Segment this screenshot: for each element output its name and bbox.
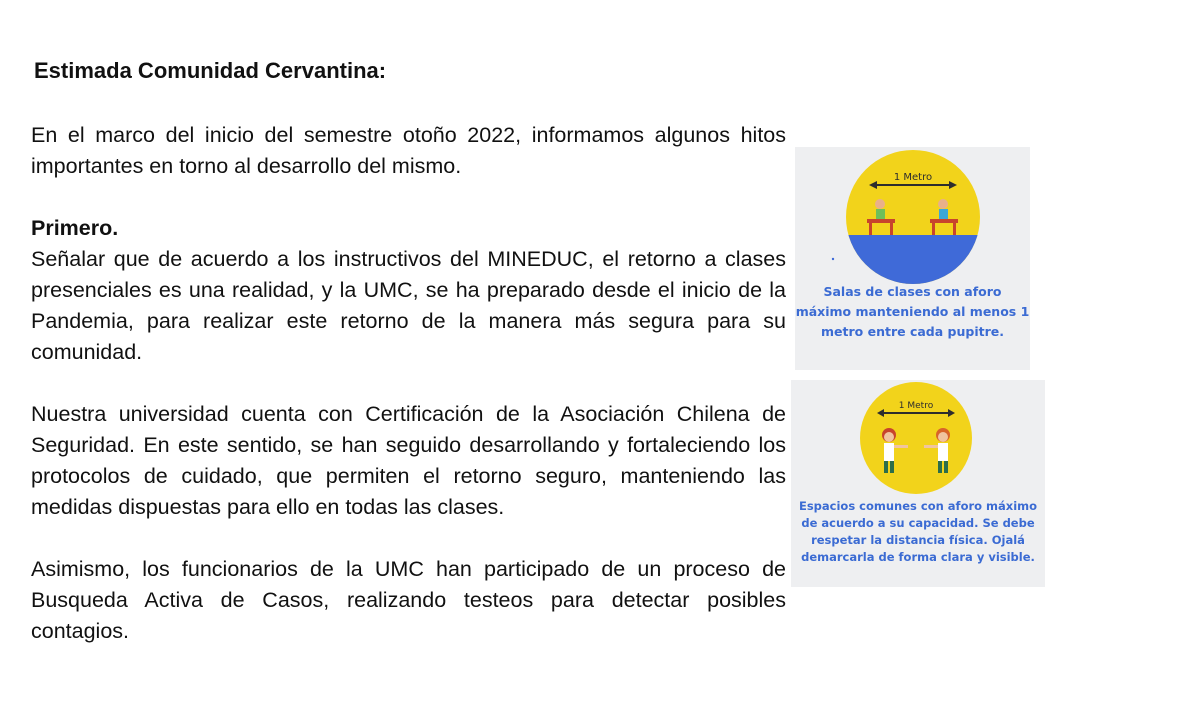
common-spaces-caption: Espacios comunes con aforo máximo de acuerdo a su capacidad. Se debe respetar la distancia física. Ojalá demarcarla de forma clara y visible.: [798, 499, 1038, 564]
classroom-caption: Salas de clases con aforo máximo manteniendo al menos 1 metro entre cada pupitre.: [795, 284, 1030, 339]
distance-label-2: 1 Metro: [898, 401, 934, 411]
classroom-desks-icon: [795, 147, 1030, 287]
intro-paragraph: En el marco del inicio del semestre otoño 2022, informamos algunos hitos importantes en torno al desarrollo del mismo.: [31, 123, 786, 178]
paragraph-case-search: Asimismo, los funcionarios de la UMC han participado de un proceso de Busqueda Activa de Casos, realizando testeos para detectar posibles contagios.: [31, 557, 786, 643]
letter-body: [31, 120, 786, 678]
paragraph-certification: Nuestra universidad cuenta con Certificación de la Asociación Chilena de Seguridad. En este sentido, se han seguido desarrollando y fortaleciendo los protocolos de cuidado, que permiten el retorno seguro, manteniendo las medidas dispuestas para ello en todas las clases.: [31, 402, 786, 519]
children-distancing-icon: [791, 380, 1045, 498]
classroom-capacity-card: [795, 147, 1030, 370]
distance-label: 1 Metro: [893, 172, 933, 183]
paragraph-return-to-classes: Señalar que de acuerdo a los instructivos del MINEDUC, el retorno a clases presenciales es una realidad, y la UMC, se ha preparado desde el inicio de la Pandemia, para realizar este retorno de la manera más segura para su comunidad.: [31, 247, 786, 364]
section-heading: Primero.: [31, 216, 119, 240]
letter-greeting: Estimada Comunidad Cervantina:: [34, 58, 387, 83]
common-spaces-card: [791, 380, 1045, 587]
